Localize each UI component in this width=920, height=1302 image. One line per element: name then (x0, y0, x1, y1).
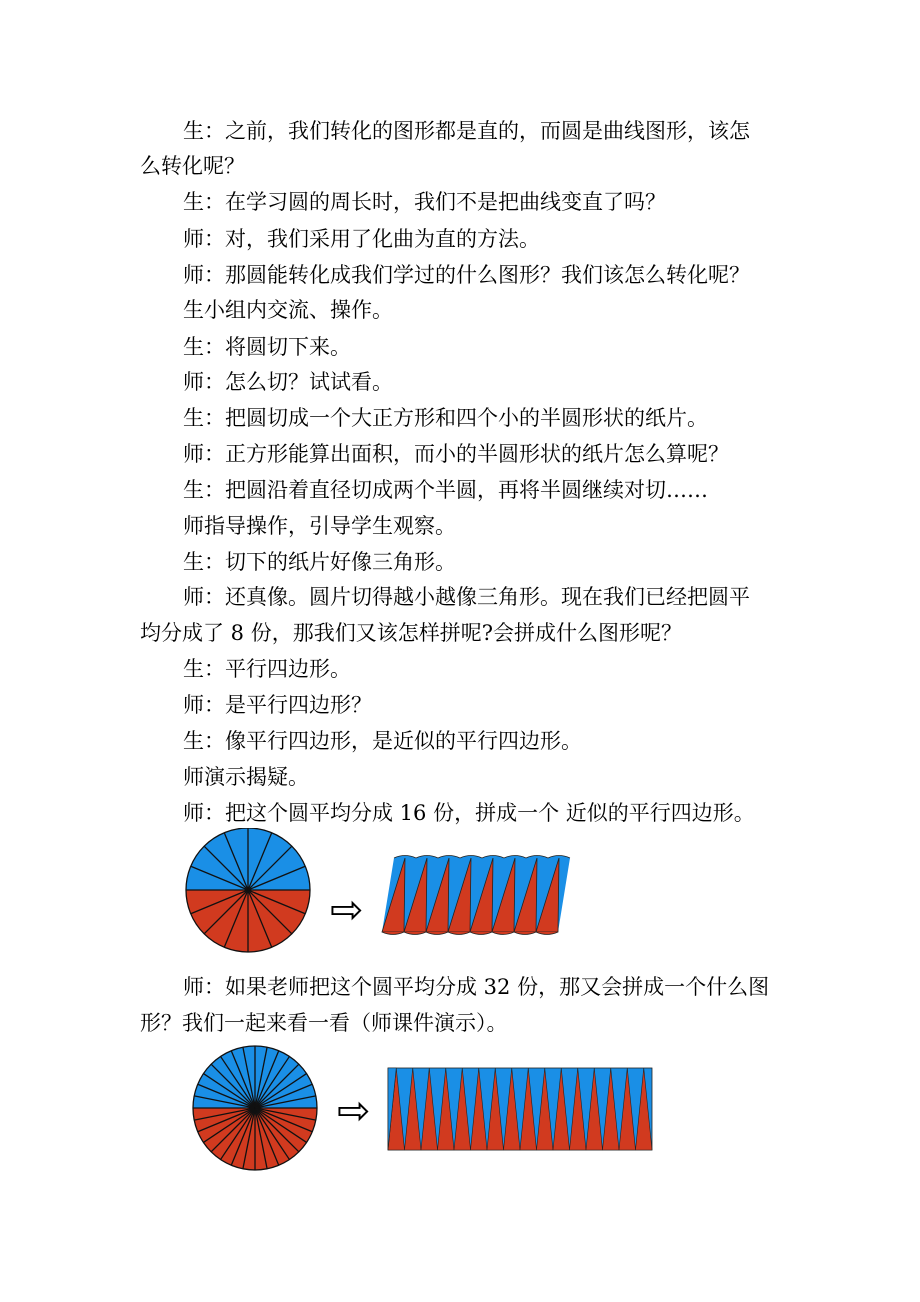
dialogue-line: 形？我们一起来看一看（师课件演示）。 (140, 1011, 508, 1035)
dialogue-line: 么转化呢？ (140, 154, 245, 178)
dialogue-line: 师：正方形能算出面积，而小的半圆形状的纸片怎么算呢？ (183, 442, 729, 466)
dialogue-line: 师：还真像。圆片切得越小越像三角形。现在我们已经把圆平 (183, 585, 750, 609)
dialogue-line: 生小组内交流、操作。 (183, 298, 393, 322)
dialogue-line: 师：如果老师把这个圆平均分成 32 份，那又会拼成一个什么图 (183, 975, 770, 999)
dialogue-line: 生：将圆切下来。 (183, 335, 351, 359)
dialogue-line: 师：那圆能转化成我们学过的什么图形？我们该怎么转化呢？ (183, 263, 750, 287)
bottom-arc (492, 932, 514, 935)
right-arrow-icon: ⇨ (330, 887, 364, 933)
bottom-arc (470, 932, 492, 935)
dialogue-line: 生：把圆切成一个大正方形和四个小的半圆形状的纸片。 (183, 406, 708, 430)
dialogue-line: 生：在学习圆的周长时，我们不是把曲线变直了吗？ (183, 190, 666, 214)
dialogue-line: 生：像平行四边形，是近似的平行四边形。 (183, 729, 582, 753)
top-arc (504, 856, 526, 859)
right-arrow-icon: ⇨ (337, 1088, 371, 1134)
top-arc (416, 856, 438, 859)
bottom-arc (536, 932, 558, 935)
dialogue-line: 师：把这个圆平均分成 16 份，拼成一个 近似的平行四边形。 (183, 801, 755, 825)
approx-parallelogram-16 (382, 856, 570, 935)
approx-rectangle-32 (388, 1068, 652, 1150)
bottom-arc (448, 932, 470, 935)
top-arc (394, 856, 416, 859)
top-arc (548, 856, 570, 859)
circle-16-to-parallelogram-figure (180, 828, 600, 958)
dialogue-line: 生：之前，我们转化的图形都是直的，而圆是曲线图形，该怎 (183, 119, 750, 143)
top-arc (460, 856, 482, 859)
dialogue-line: 师：对，我们采用了化曲为直的方法。 (183, 227, 540, 251)
dialogue-line: 师演示揭疑。 (183, 765, 309, 789)
top-arc (482, 856, 504, 859)
bottom-arc (404, 932, 426, 935)
dialogue-line: 师：是平行四边形？ (183, 693, 372, 717)
top-arc (438, 856, 460, 859)
top-arc (526, 856, 548, 859)
dialogue-line: 师指导操作，引导学生观察。 (183, 514, 456, 538)
circle-16-sectors (186, 828, 310, 952)
bottom-arc (426, 932, 448, 935)
dialogue-line: 生：切下的纸片好像三角形。 (183, 550, 456, 574)
bottom-arc (514, 932, 536, 935)
circle-32-sectors (193, 1046, 317, 1170)
dialogue-line: 均分成了 8 份，那我们又该怎样拼呢?会拼成什么图形呢？ (140, 621, 682, 645)
bottom-arc (382, 932, 404, 935)
dialogue-line: 生：把圆沿着直径切成两个半圆，再将半圆继续对切…… (183, 478, 708, 502)
dialogue-line: 生：平行四边形。 (183, 657, 351, 681)
circle-32-to-rectangle-figure (185, 1042, 665, 1177)
dialogue-line: 师：怎么切？试试看。 (183, 370, 393, 394)
